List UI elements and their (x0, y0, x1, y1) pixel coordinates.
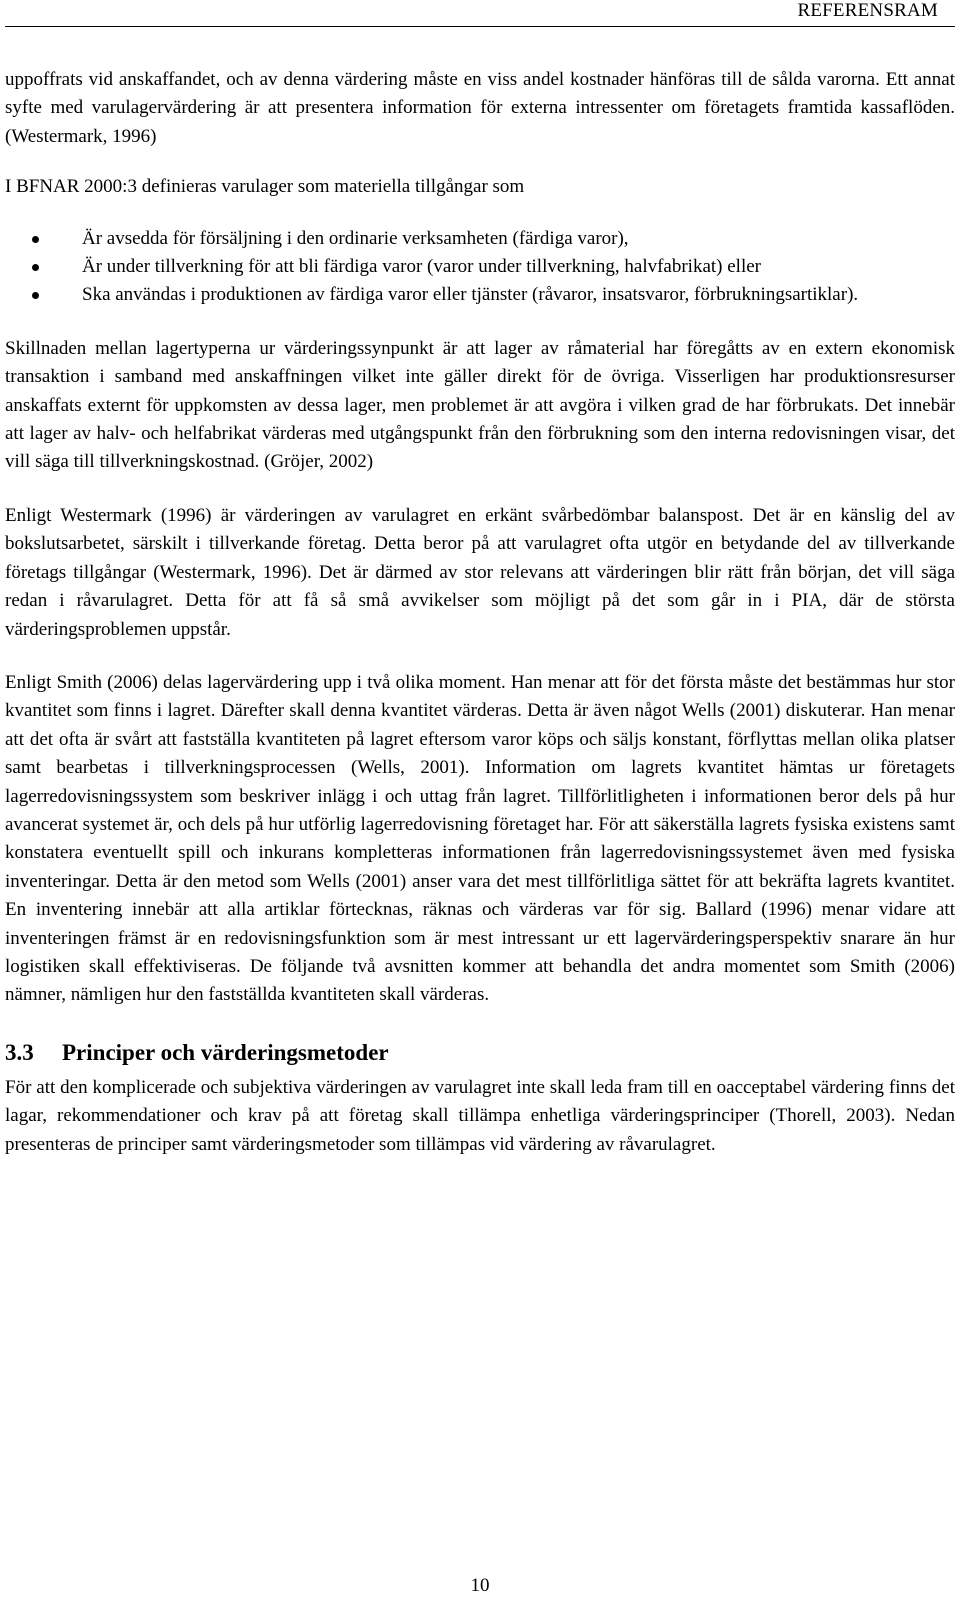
list-item-text: Är under tillverkning för att bli färdiga varor (varor under tillverkning, halvfabrikat) eller (82, 256, 761, 278)
paragraph-westermark: Enligt Westermark (1996) är värderingen av varulagret en erkänt svårbedömbar balanspost. Det är en känslig del av bokslutsarbetet, särskilt i tillverkande företag. Detta beror på att varulagret ofta utgör en betydande del av tillverkande företags tillgångar (Westermark, 1996). Det är därmed av stor relevans att värderingen blir rätt från början, det vill säga redan i råvarulagret. Detta för att få så små avvikelser som möjligt på det som går in i PIA, där de största värderingsproblemen uppstår. (5, 504, 955, 640)
inventory-definition-list (5, 225, 955, 310)
bullet-icon (32, 292, 39, 299)
header-rule (5, 26, 955, 27)
list-item (5, 281, 955, 309)
list-item (5, 253, 955, 281)
section-title: Principer och värderingsmetoder (62, 1039, 389, 1065)
bullet-icon (32, 264, 39, 271)
running-header: REFERENSRAM (797, 0, 938, 21)
page-number: 10 (470, 1575, 490, 1596)
paragraph-inventory-types: Skillnaden mellan lagertyperna ur värderingssynpunkt är att lager av råmaterial har föregåtts av en extern ekonomisk transaktion i samband med anskaffningen vilket inte gäller direkt för de övriga. Visserligen har produktionsresurser anskaffats externt för uppkomsten av dessa lager, men problemet är att avgöra i vilken grad de har förbrukats. Det innebär att lager av halv- och helfabrikat värderas med utgångspunkt från den förbrukning som den interna redovisningen visar, det vill säga till tillverkningskostnad. (Gröjer, 2002) (5, 337, 955, 473)
paragraph-principles-intro: För att den komplicerade och subjektiva värderingen av varulagret inte skall leda fram till en oacceptabel värdering finns det lagar, rekommendationer och krav på att företag skall tillämpa enhetliga värderingsprinciper (Thorell, 2003). Nedan presenteras de principer samt värderingsmetoder som tillämpas vid värdering av råvarulagret. (5, 1076, 955, 1155)
list-item-text: Ska användas i produktionen av färdiga varor eller tjänster (råvaror, insatsvaror, förbrukningsartiklar). (82, 284, 859, 306)
document-body (5, 66, 955, 1159)
paragraph-valuation-purpose: uppoffrats vid anskaffandet, och av denna värdering måste en viss andel kostnader hänföras till de sålda varorna. Ett annat syfte med varulagervärdering är att presentera information för externa intressenter om företagets framtida kassaflöden. (Westermark, 1996) (5, 69, 955, 147)
paragraph-bfnar-definition: I BFNAR 2000:3 definieras varulager som materiella tillgångar som (5, 176, 525, 198)
paragraph-smith-quantity: Enligt Smith (2006) delas lagervärdering upp i två olika moment. Han menar att för det första måste det bestämmas hur stor kvantitet som finns i lagret. Därefter skall denna kvantitet värderas. Detta är även något Wells (2001) diskuterar. Han menar att det ofta är svårt att fastställa kvantiteten på lagret eftersom varor köps och säljs konstant, förflyttas mellan olika platser samt bearbetas i tillverkningsprocessen (Wells, 2001). Information om lagrets kvantitet hämtas ur företagets lagerredovisningssystem som beskriver inlägg i och uttag från lagret. Tillförlitligheten i informationen beror dels på hur avancerat systemet är, och dels på hur utförlig lagerredovisning företaget har. För att säkerställa lagrets fysiska existens samt konstatera eventuellt spill och inkurans kompletteras informationen från lagerredovisningssystemet även med fysiska inventeringar. Detta är den metod som Wells (2001) anser vara det mest tillförlitliga sättet för att bekräfta lagrets kvantitet. En inventering innebär att alla artiklar förtecknas, räknas och värderas var för sig. Ballard (1996) menar vidare att inventeringen främst är en redovisningsfunktion som är mest intressant ur ett lagervärderingsperspektiv snarare än hur logistiken skall effektiviseras. De följande två avsnitten kommer att behandla det andra momentet som Smith (2006) nämner, nämligen hur den fastställda kvantiteten skall värderas. (5, 671, 955, 1006)
section-heading (5, 1038, 955, 1068)
section-number: 3.3 (5, 1039, 34, 1065)
bullet-icon (32, 236, 39, 243)
list-item-text: Är avsedda för försäljning i den ordinarie verksamheten (färdiga varor), (82, 227, 629, 249)
list-item (5, 225, 955, 253)
